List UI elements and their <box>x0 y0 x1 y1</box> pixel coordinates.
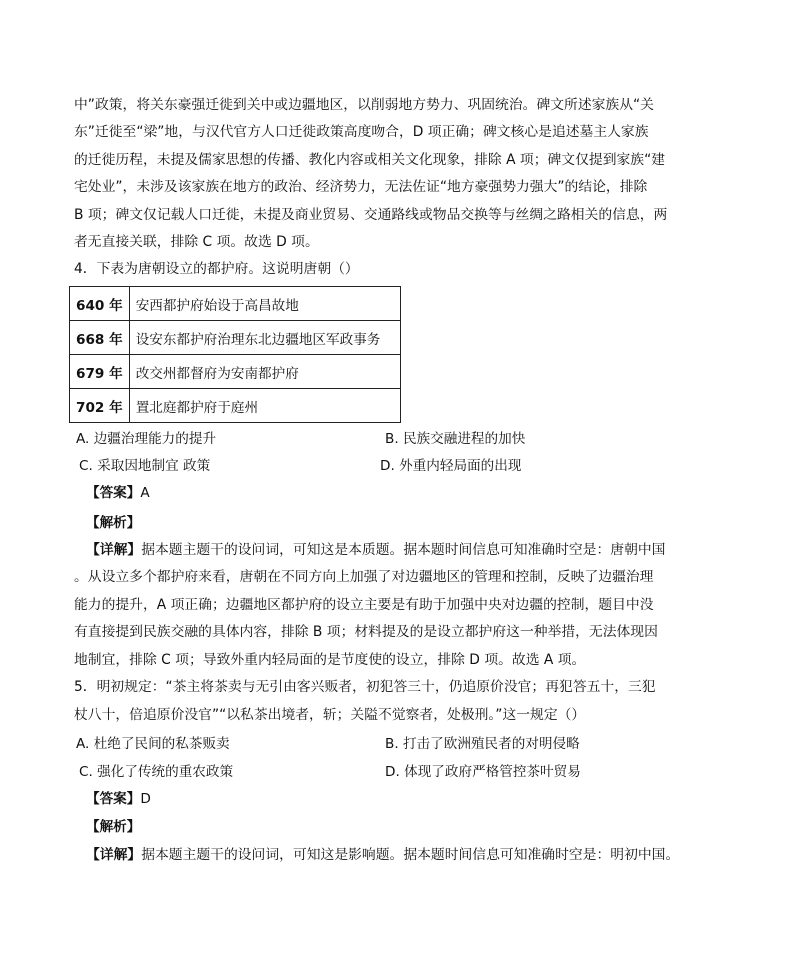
table-cell-year: 640 年 <box>70 287 130 321</box>
text-line: 的迁徙历程，未提及儒家思想的传播、教化内容或相关文化现象，排除 A 项；碑文仅提到家族“建 <box>74 152 666 168</box>
answer-tag: 【答案】 <box>86 485 141 501</box>
table-cell-year: 668 年 <box>70 321 130 355</box>
table-cell-event: 安西都护府始设于高昌故地 <box>129 287 400 321</box>
protectorate-table <box>69 286 401 423</box>
analysis-tag: 【解析】 <box>86 515 141 531</box>
answer-value: A <box>140 485 150 501</box>
table-row <box>70 321 401 355</box>
table-cell-event: 设安东都护府治理东北边疆地区军政事务 <box>129 321 400 355</box>
analysis-tag: 【解析】 <box>86 819 141 835</box>
detail-text: 据本题主题干的设问词，可知这是影响题。据本题时间信息可知准确时空是：明初中国。 <box>141 847 680 863</box>
table-row <box>70 287 401 321</box>
detail-text: 据本题主题干的设问词，可知这是本质题。据本题时间信息可知准确时空是：唐朝中国 <box>141 542 666 558</box>
question-4-detail-line <box>86 540 686 560</box>
table-cell-year: 702 年 <box>70 389 130 423</box>
question-5-option-a: A. 杜绝了民间的私茶贩卖 <box>76 736 230 752</box>
answer-value: D <box>140 791 151 807</box>
table-cell-year: 679 年 <box>70 355 130 389</box>
text-line: 宅处业”，未涉及该家族在地方的政治、经济势力，无法佐证“地方豪强势力强大”的结论，排除 <box>74 179 648 195</box>
question-4-option-d: D. 外重内轻局面的出现 <box>380 458 522 474</box>
question-5-detail-line <box>86 845 686 865</box>
question-5-analysis-tag <box>86 817 140 837</box>
detail-tag: 【详解】 <box>86 542 142 558</box>
question-5-stem-line: 5．明初规定：“茶主将茶卖与无引由客兴贩者，初犯答三十，仍追原价没官；再犯答五十，三犯 <box>74 679 656 695</box>
text-line: 东”迁徙至“梁”地，与汉代官方人口迁徙政策高度吻合，D 项正确；碑文核心是追述墓主人家族 <box>74 124 649 140</box>
question-4-stem: 4．下表为唐朝设立的都护府。这说明唐朝（） <box>74 261 359 277</box>
question-5-option-c: C. 强化了传统的重农政策 <box>79 764 234 780</box>
text-line: 地制宜，排除 C 项；导致外重内轻局面的是节度使的设立，排除 D 项。故选 A 项。 <box>74 652 586 668</box>
table-row <box>70 389 401 423</box>
question-5-stem-line: 杖八十，倍追原价没官”“以私茶出境者，斩；关隘不觉察者，处极刑。”这一规定（） <box>74 707 586 723</box>
question-4-analysis-tag <box>86 513 140 533</box>
text-line: 中”政策，将关东豪强迁徙到关中或边疆地区，以削弱地方势力、巩固统治。碑文所述家族从“关 <box>74 97 654 113</box>
text-line: 能力的提升，A 项正确；边疆地区都护府的设立主要是有助于加强中央对边疆的控制，题目中没 <box>74 597 654 613</box>
question-4-option-a: A. 边疆治理能力的提升 <box>76 431 217 447</box>
detail-tag: 【详解】 <box>86 847 142 863</box>
question-4-option-c: C. 采取因地制宜 政策 <box>79 458 211 474</box>
question-4-answer <box>86 483 150 503</box>
text-line: 有直接提到民族交融的具体内容，排除 B 项；材料提及的是设立都护府这一种举措，无法体现因 <box>74 624 658 640</box>
question-5-answer <box>86 789 151 809</box>
question-5-option-d: D. 体现了政府严格管控茶叶贸易 <box>385 764 581 780</box>
question-4-option-b: B. 民族交融进程的加快 <box>385 431 526 447</box>
text-line: B 项；碑文仅记载人口迁徙，未提及商业贸易、交通路线或物品交换等与丝绸之路相关的信息，两 <box>74 207 668 223</box>
table-cell-event: 改交州都督府为安南都护府 <box>129 355 400 389</box>
question-5-option-b: B. 打击了欧洲殖民者的对明侵略 <box>385 736 580 752</box>
table-cell-event: 置北庭都护府于庭州 <box>129 389 400 423</box>
text-line: 者无直接关联，排除 C 项。故选 D 项。 <box>74 234 319 250</box>
answer-tag: 【答案】 <box>86 791 141 807</box>
table-row <box>70 355 401 389</box>
text-line: 。从设立多个都护府来看，唐朝在不同方向上加强了对边疆地区的管理和控制，反映了边疆治理 <box>74 569 654 585</box>
